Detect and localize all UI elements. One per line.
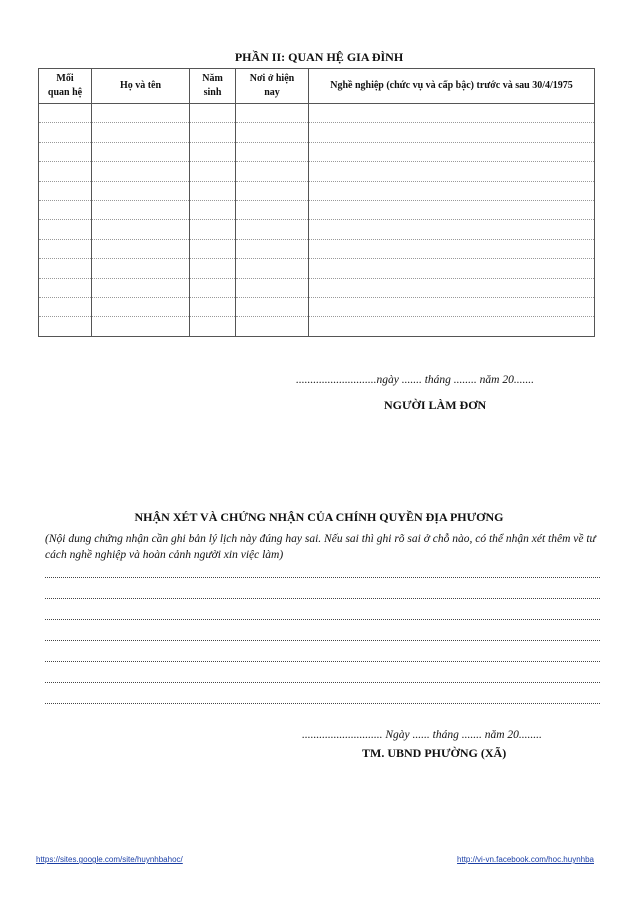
table-cell[interactable] <box>92 297 190 316</box>
table-cell[interactable] <box>92 220 190 239</box>
table-cell[interactable] <box>190 181 236 200</box>
table-cell[interactable] <box>92 142 190 161</box>
comment-line <box>45 703 600 704</box>
table-cell[interactable] <box>309 104 595 123</box>
table-row <box>39 220 595 239</box>
table-cell[interactable] <box>39 200 92 219</box>
table-cell[interactable] <box>236 123 309 142</box>
table-row <box>39 181 595 200</box>
date-line-applicant: ............................ngày ....... tháng ........ năm 20....... <box>296 374 534 386</box>
section2-title: NHẬN XÉT VÀ CHỨNG NHẬN CỦA CHÍNH QUYỀN ĐỊA PHƯƠNG <box>134 510 504 524</box>
table-cell[interactable] <box>309 278 595 297</box>
table-cell[interactable] <box>190 142 236 161</box>
table-cell[interactable] <box>190 220 236 239</box>
table-cell[interactable] <box>309 317 595 336</box>
table-cell[interactable] <box>39 297 92 316</box>
table-cell[interactable] <box>39 220 92 239</box>
table-cell[interactable] <box>236 239 309 258</box>
table-cell[interactable] <box>236 104 309 123</box>
table-cell[interactable] <box>39 162 92 181</box>
section2-note: (Nội dung chứng nhận cần ghi bản lý lịch này đúng hay sai. Nếu sai thì ghi rõ sai ở chỗ nào, có thể nhận xét thêm về tư cách nghề nghiệp và hoàn cảnh người xin việc làm) <box>45 533 596 561</box>
date-line-authority: ............................ Ngày ...... tháng ....... năm 20........ <box>302 729 542 741</box>
table-cell[interactable] <box>236 200 309 219</box>
table-cell[interactable] <box>309 297 595 316</box>
table-row <box>39 142 595 161</box>
comment-line <box>45 640 600 641</box>
table-row <box>39 259 595 278</box>
col-header-occupation: Nghề nghiệp (chức vụ và cấp bậc) trước và sau 30/4/1975 <box>309 69 595 104</box>
comment-line <box>45 577 600 578</box>
table-header-row <box>39 69 595 104</box>
table-row <box>39 239 595 258</box>
table-cell[interactable] <box>39 259 92 278</box>
table-cell[interactable] <box>39 278 92 297</box>
table-row <box>39 104 595 123</box>
table-cell[interactable] <box>39 239 92 258</box>
table-cell[interactable] <box>39 181 92 200</box>
table-cell[interactable] <box>236 297 309 316</box>
table-row <box>39 162 595 181</box>
table-cell[interactable] <box>190 200 236 219</box>
footer-link-left[interactable]: https://sites.google.com/site/huynhbahoc/ <box>36 855 183 864</box>
authority-signature-title: TM. UBND PHƯỜNG (XÃ) <box>362 746 507 760</box>
table-cell[interactable] <box>190 297 236 316</box>
table-cell[interactable] <box>39 317 92 336</box>
table-cell[interactable] <box>309 239 595 258</box>
table-cell[interactable] <box>236 259 309 278</box>
table-cell[interactable] <box>92 317 190 336</box>
table-cell[interactable] <box>236 142 309 161</box>
applicant-signature-title: NGƯỜI LÀM ĐƠN <box>384 398 487 412</box>
comment-line <box>45 682 600 683</box>
col-header-residence: Nơi ở hiện nay <box>236 69 309 104</box>
table-cell[interactable] <box>236 162 309 181</box>
table-cell[interactable] <box>236 220 309 239</box>
table-row <box>39 317 595 336</box>
table-cell[interactable] <box>92 181 190 200</box>
col-header-relation: Mối quan hệ <box>39 69 92 104</box>
table-row <box>39 123 595 142</box>
table-cell[interactable] <box>92 259 190 278</box>
table-cell[interactable] <box>309 220 595 239</box>
table-cell[interactable] <box>309 200 595 219</box>
table-cell[interactable] <box>92 123 190 142</box>
table-cell[interactable] <box>190 239 236 258</box>
table-cell[interactable] <box>309 162 595 181</box>
table-cell[interactable] <box>309 123 595 142</box>
table-cell[interactable] <box>190 123 236 142</box>
comment-line <box>45 598 600 599</box>
table-cell[interactable] <box>39 142 92 161</box>
table-cell[interactable] <box>92 239 190 258</box>
table-cell[interactable] <box>39 104 92 123</box>
col-header-name: Họ và tên <box>92 69 190 104</box>
table-row <box>39 278 595 297</box>
footer-link-right[interactable]: http://vi-vn.facebook.com/hoc.huynhba <box>457 855 594 864</box>
col-header-birth-year: Năm sinh <box>190 69 236 104</box>
table-cell[interactable] <box>190 317 236 336</box>
table-cell[interactable] <box>39 123 92 142</box>
table-cell[interactable] <box>92 104 190 123</box>
comment-line <box>45 619 600 620</box>
table-cell[interactable] <box>92 200 190 219</box>
table-cell[interactable] <box>309 181 595 200</box>
table-cell[interactable] <box>309 259 595 278</box>
table-cell[interactable] <box>236 181 309 200</box>
family-relations-table <box>38 68 595 337</box>
table-cell[interactable] <box>190 162 236 181</box>
section-title: PHẦN II: QUAN HỆ GIA ĐÌNH <box>234 50 404 64</box>
table-cell[interactable] <box>236 278 309 297</box>
table-row <box>39 200 595 219</box>
table-row <box>39 297 595 316</box>
table-cell[interactable] <box>92 278 190 297</box>
table-cell[interactable] <box>92 162 190 181</box>
table-cell[interactable] <box>309 142 595 161</box>
table-cell[interactable] <box>190 278 236 297</box>
table-cell[interactable] <box>190 104 236 123</box>
table-cell[interactable] <box>236 317 309 336</box>
table-cell[interactable] <box>190 259 236 278</box>
comment-line <box>45 661 600 662</box>
